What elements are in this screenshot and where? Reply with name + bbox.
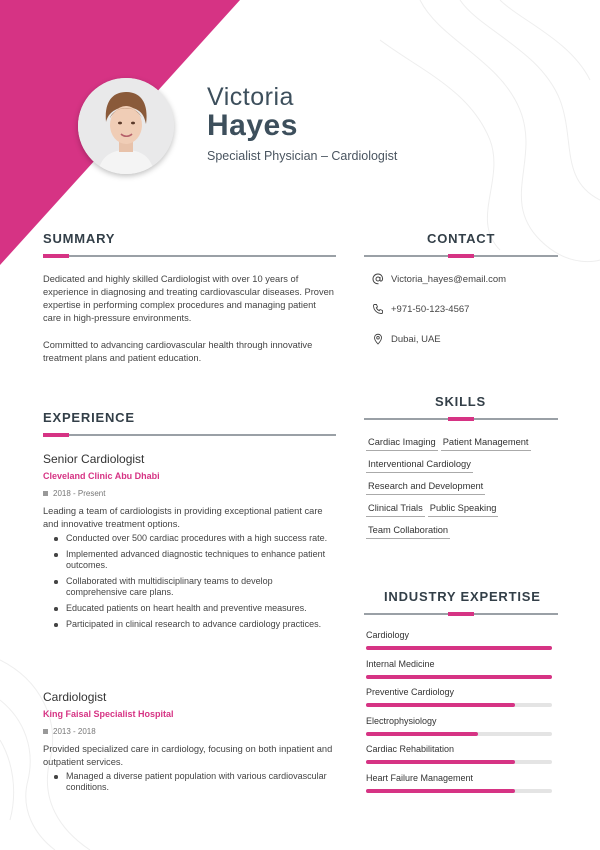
contact-phone-text: +971-50-123-4567 [391,303,470,315]
list-item: Participated in clinical research to advance cardiology practices. [51,619,331,630]
calendar-icon [43,729,48,734]
at-icon [372,273,384,285]
industry-expertise-heading: INDUSTRY EXPERTISE [384,589,541,604]
expertise-bar-fill [366,646,552,650]
contact-email-text: Victoria_hayes@email.com [391,273,507,285]
job-description: Leading a team of cardiologists in providing exceptional patient care and innovative treatment options. [43,506,323,529]
experience-heading: EXPERIENCE [43,410,135,425]
job-achievements [51,533,331,635]
expertise-bar-fill [366,703,515,707]
skill-tag: Public Speaking [428,503,499,517]
expertise-label: Electrophysiology [366,715,437,726]
industry-expertise-list [366,630,552,801]
expertise-label: Internal Medicine [366,658,435,669]
expertise-item [366,744,552,773]
job-dates-text: 2018 - Present [53,489,106,498]
list-item: Collaborated with multidisciplinary teams to develop comprehensive care plans. [51,576,331,598]
skill-tag: Team Collaboration [366,525,450,539]
experience-accent [43,433,69,437]
skill-tag: Research and Development [366,481,485,495]
job-company: Cleveland Clinic Abu Dhabi [43,471,160,481]
job-dates [43,489,105,498]
skills-list [366,437,556,547]
expertise-item [366,716,552,745]
expertise-bar-fill [366,675,552,679]
expertise-label: Heart Failure Management [366,772,474,783]
job-dates-text: 2013 - 2018 [53,727,96,736]
skill-tag: Clinical Trials [366,503,425,517]
calendar-icon [43,491,48,496]
contact-phone[interactable] [372,303,469,315]
expertise-label: Cardiology [366,630,410,640]
summary-heading: SUMMARY [43,231,116,246]
expertise-item [366,773,552,802]
job-company: King Faisal Specialist Hospital [43,709,174,719]
expertise-bar-fill [366,760,515,764]
expertise-item [366,630,552,659]
contact-heading: CONTACT [427,231,496,246]
last-name: Hayes [207,109,298,142]
summary-rule [43,255,336,257]
profile-photo [78,78,174,174]
skill-tag: Cardiac Imaging [366,437,438,451]
list-item: Managed a diverse patient population with various cardiovascular conditions. [51,771,331,793]
skills-heading: SKILLS [435,394,487,409]
job-achievements [51,771,331,798]
list-item: Educated patients on heart health and preventive measures. [51,603,331,614]
skill-tag: Patient Management [441,437,531,451]
job-role: Cardiologist [43,690,107,704]
expertise-item [366,659,552,688]
job-role: Senior Cardiologist [43,452,145,466]
experience-rule [43,434,336,436]
expertise-bar-fill [366,732,478,736]
expertise-label: Preventive Cardiology [366,687,455,697]
industry-expertise-accent [448,612,474,616]
contact-email[interactable] [372,273,506,285]
list-item: Implemented advanced diagnostic techniques to enhance patient outcomes. [51,549,331,571]
job-title: Specialist Physician – Cardiologist [207,149,398,163]
expertise-bar-track [366,789,552,793]
summary-paragraph-2: Committed to advancing cardiovascular health through innovative treatment plans and patient education. [43,340,313,363]
summary-paragraph-1: Dedicated and highly skilled Cardiologist with over 10 years of experience in diagnosing and treating cardiovascular diseases. Proven expertise in performing complex procedures and managing patient care in high-pressure environments. [43,274,334,323]
list-item: Conducted over 500 cardiac procedures with a high success rate. [51,533,331,544]
skills-accent [448,417,474,421]
contact-location [372,333,441,345]
contact-accent [448,254,474,258]
expertise-label: Cardiac Rehabilitation [366,744,455,754]
contact-location-text: Dubai, UAE [391,333,441,345]
phone-icon [372,303,384,315]
first-name: Victoria [207,83,294,111]
expertise-bar-track [366,703,552,707]
expertise-bar-track [366,675,552,679]
expertise-bar-track [366,760,552,764]
expertise-bar-fill [366,789,515,793]
map-pin-icon [372,333,384,345]
expertise-item [366,687,552,716]
job-description: Provided specialized care in cardiology, focusing on both inpatient and outpatient services. [43,744,333,767]
summary-accent [43,254,69,258]
job-dates [43,727,96,736]
skill-tag: Interventional Cardiology [366,459,473,473]
expertise-bar-track [366,646,552,650]
expertise-bar-track [366,732,552,736]
